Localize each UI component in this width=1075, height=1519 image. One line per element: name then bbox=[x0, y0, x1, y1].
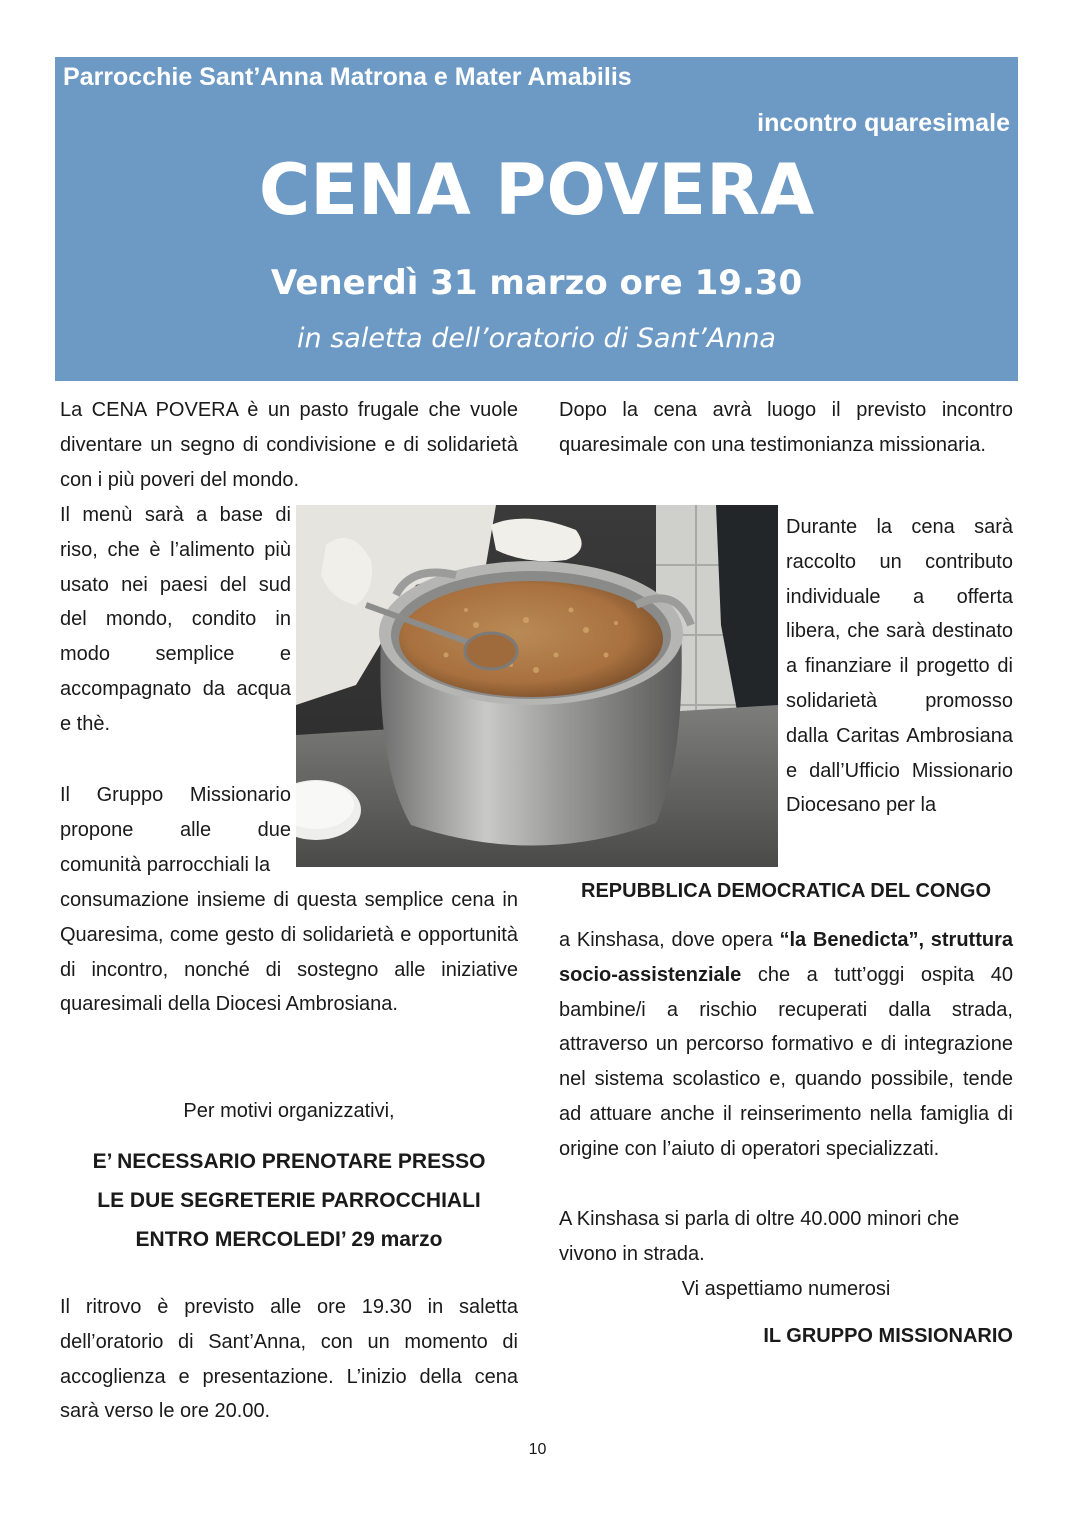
intro-paragraph: La CENA POVERA è un pasto frugale che vuole diventare un segno di condivisione e di solidarietà con i più poveri del mondo. bbox=[60, 399, 518, 491]
contribution-paragraph: Durante la cena sarà raccolto un contributo individuale a offerta libera, che sarà destinato a finanziare il progetto di solidarietà promosso dalla Caritas Ambrosiana e dall’Ufficio Missionario Diocesano per la bbox=[786, 516, 1013, 817]
event-title: CENA POVERA bbox=[258, 149, 815, 231]
kinshasa-paragraph bbox=[559, 923, 1013, 1167]
booking-line-3: ENTRO MERCOLEDI’ 29 marzo bbox=[135, 1228, 443, 1251]
event-subtitle: incontro quaresimale bbox=[757, 109, 1010, 137]
org-reasons: Per motivi organizzativi, bbox=[183, 1100, 395, 1122]
booking-line-2: LE DUE SEGRETERIE PARROCCHIALI bbox=[97, 1189, 481, 1212]
booking-line-1: E’ NECESSARIO PRENOTARE PRESSO bbox=[92, 1150, 486, 1173]
minors-paragraph: A Kinshasa si parla di oltre 40.000 minori che vivono in strada. bbox=[559, 1208, 960, 1265]
page-number: 10 bbox=[528, 1441, 547, 1458]
welcome-line: Vi aspettiamo numerosi bbox=[681, 1278, 891, 1300]
group-paragraph-start: Il Gruppo Missionario propone alle due comunità parrocchiali la bbox=[60, 784, 291, 876]
event-place: in saletta dell’oratorio di Sant’Anna bbox=[297, 323, 776, 354]
rice-pot-photo bbox=[296, 505, 778, 867]
parishes-line: Parrocchie Sant’Anna Matrona e Mater Amabilis bbox=[63, 63, 632, 91]
kinshasa-text-a: a Kinshasa, dove opera bbox=[559, 929, 780, 951]
signature: IL GRUPPO MISSIONARIO bbox=[763, 1325, 1013, 1347]
menu-paragraph: Il menù sarà a base di riso, che è l’alimento più usato nei paesi del sud del mondo, condito in modo semplice e accompagnato da acqua e thè. bbox=[60, 504, 291, 735]
country-heading: REPUBBLICA DEMOCRATICA DEL CONGO bbox=[581, 880, 991, 902]
meeting-paragraph: Il ritrovo è previsto alle ore 19.30 in saletta dell’oratorio di Sant’Anna, con un momento di accoglienza e presentazione. L’inizio della cena sarà verso le ore 20.00. bbox=[60, 1296, 518, 1423]
after-dinner-paragraph: Dopo la cena avrà luogo il previsto incontro quaresimale con una testimonianza missionaria. bbox=[559, 399, 1013, 456]
group-paragraph-end: consumazione insieme di questa semplice cena in Quaresima, come gesto di solidarietà e opportunità di incontro, nonché di sostegno alle iniziative quaresimali della Diocesi Ambrosiana. bbox=[60, 889, 518, 1016]
kinshasa-text-b: che a tutt’oggi ospita 40 bambine/i a rischio recuperati dalla strada, attraverso un percorso formativo e di integrazione nel sistema scolastico e, quando possibile, tende ad attuare anche il reinserimento nella famiglia di origine con l’aiuto di operatori specializzati. bbox=[559, 963, 1013, 1160]
header-banner bbox=[55, 57, 1018, 381]
event-date: Venerdì 31 marzo ore 19.30 bbox=[270, 263, 803, 303]
benedicta-name: “la Benedicta”, struttura socio-assistenziale bbox=[559, 929, 1013, 986]
